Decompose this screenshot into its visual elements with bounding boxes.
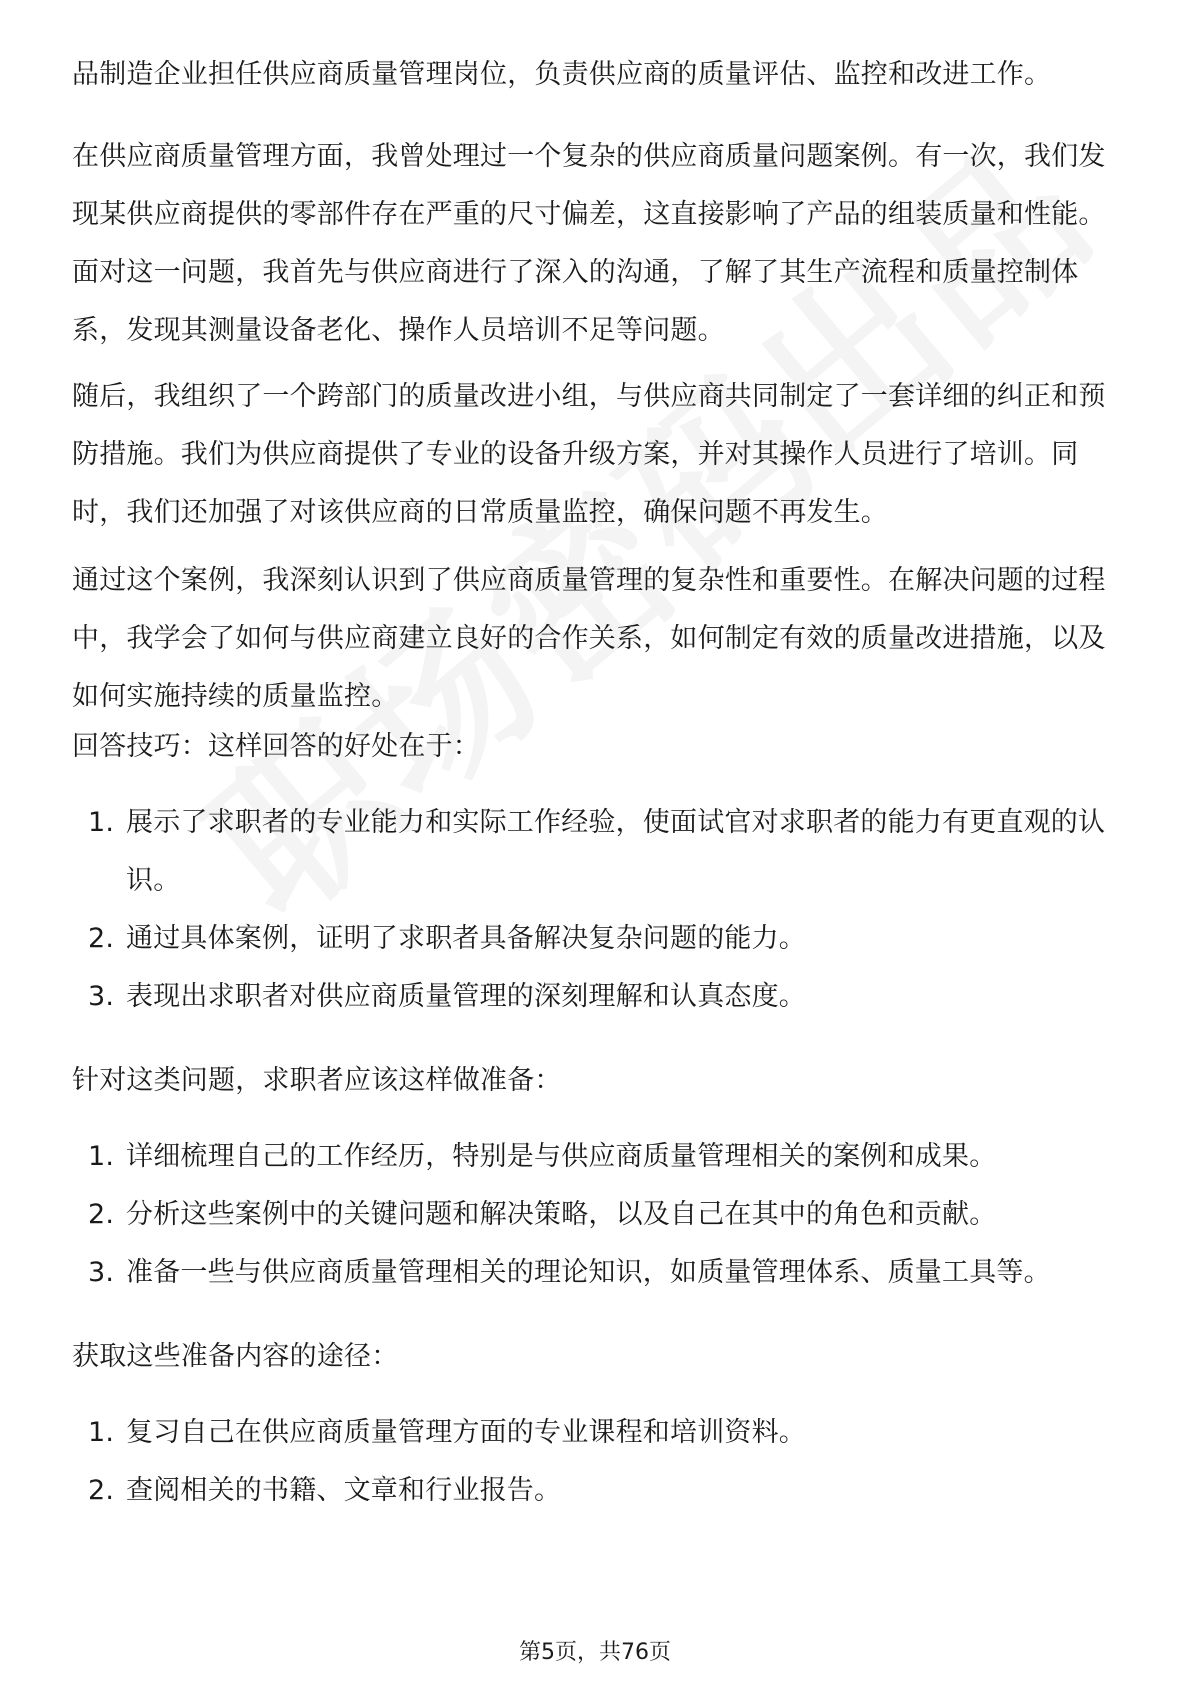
section-heading: 获取这些准备内容的途径： (72, 1341, 399, 1372)
paragraph: 通过这个案例，我深刻认识到了供应商质量管理的复杂性和重要性。在解决问题的过程中，我学会了如何与供应商建立良好的合作关系，如何制定有效的质量改进措施，以及如何实施持续的质量监控。 (72, 565, 1106, 712)
list-item-text: 详细梳理自己的工作经历，特别是与供应商质量管理相关的案例和成果。 (126, 1141, 997, 1172)
list-item-text: 展示了求职者的专业能力和实际工作经验，使面试官对求职者的能力有更直观的认识。 (126, 807, 1106, 896)
list-item-text: 复习自己在供应商质量管理方面的专业课程和培训资料。 (126, 1417, 806, 1448)
benefits-list (72, 794, 1120, 1026)
list-number: 2. (88, 1199, 115, 1230)
list-item-text: 表现出求职者对供应商质量管理的深刻理解和认真态度。 (126, 981, 806, 1012)
list-item (72, 968, 1120, 1026)
paragraph: 随后，我组织了一个跨部门的质量改进小组，与供应商共同制定了一套详细的纠正和预防措施。我们为供应商提供了专业的设备升级方案，并对其操作人员进行了培训。同时，我们还加强了对该供应商的日常质量监控，确保问题不再发生。 (72, 381, 1106, 528)
list-item-text: 查阅相关的书籍、文章和行业报告。 (126, 1475, 562, 1506)
list-number: 1. (88, 807, 115, 838)
list-item-text: 分析这些案例中的关键问题和解决策略，以及自己在其中的角色和贡献。 (126, 1199, 997, 1230)
paragraph: 品制造企业担任供应商质量管理岗位，负责供应商的质量评估、监控和改进工作。 (72, 59, 1052, 90)
list-number: 1. (88, 1417, 115, 1448)
list-item-text: 通过具体案例，证明了求职者具备解决复杂问题的能力。 (126, 923, 806, 954)
section-heading: 回答技巧：这样回答的好处在于： (72, 731, 480, 762)
list-item (72, 1404, 1120, 1462)
section-heading: 针对这类问题，求职者应该这样做准备： (72, 1065, 562, 1096)
list-number: 2. (88, 923, 115, 954)
prep-list (72, 1128, 1120, 1302)
list-item (72, 794, 1120, 910)
list-item (72, 1462, 1120, 1520)
page-footer: 第5页，共76页 (519, 1640, 671, 1665)
paragraph: 在供应商质量管理方面，我曾处理过一个复杂的供应商质量问题案例。有一次，我们发现某供应商提供的零部件存在严重的尺寸偏差，这直接影响了产品的组装质量和性能。面对这一问题，我首先与供应商进行了深入的沟通，了解了其生产流程和质量控制体系，发现其测量设备老化、操作人员培训不足等问题。 (72, 141, 1106, 346)
list-number: 2. (88, 1475, 115, 1506)
list-item-text: 准备一些与供应商质量管理相关的理论知识，如质量管理体系、质量工具等。 (126, 1257, 1051, 1288)
list-item (72, 1128, 1120, 1186)
list-item (72, 1244, 1120, 1302)
list-number: 1. (88, 1141, 115, 1172)
list-item (72, 1186, 1120, 1244)
list-item (72, 910, 1120, 968)
list-number: 3. (88, 1257, 115, 1288)
sources-list (72, 1404, 1120, 1520)
list-number: 3. (88, 981, 115, 1012)
